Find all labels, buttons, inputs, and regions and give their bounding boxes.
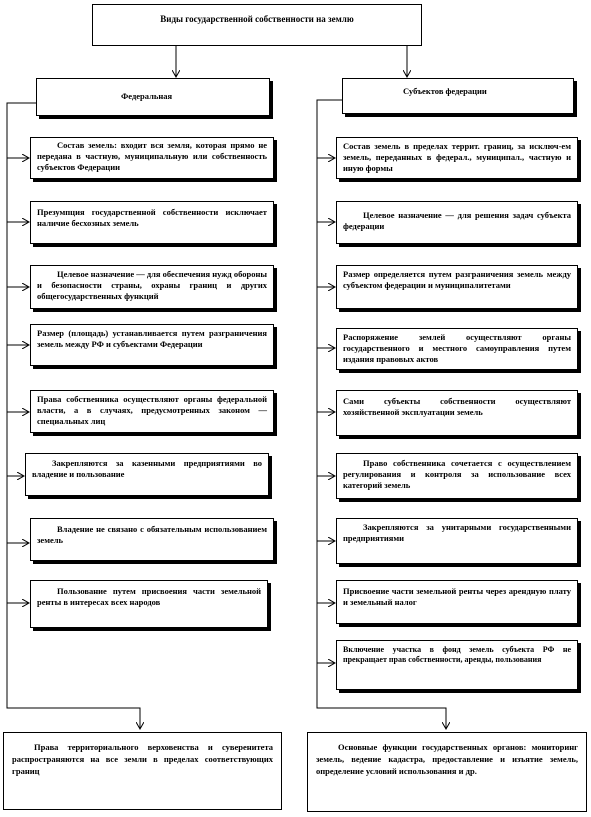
left-item-4-text: Размер (площадь) устанавливается путем разграничения земель между РФ и субъектами Федерации [37,328,267,349]
left-conclusion: Права территориального верховенства и суверенитета распространяются на все земли в пределах соответствующих границ [12,742,273,776]
right-conclusion: Основные функции государственных органов: мониторинг земель, ведение кадастра, предоставление и изъятие земель, определение условий использования и др. [316,742,578,776]
left-item-6 [25,453,269,496]
left-item-2-text: Презумпция государственной собственности исключает наличие бесхозных земель [37,207,267,228]
right-item-3-text: Размер определяется путем разграничения земель между субъектом федерации и муниципалитетами [343,269,571,290]
right-item-7 [336,518,578,564]
diagram-title: Виды государственной собственности на землю [160,14,354,24]
left-header-box [36,78,270,116]
left-item-6-text: Закрепляются за казенными предприятиями во владение и пользование [32,458,262,479]
left-item-1 [30,137,274,179]
right-item-9 [336,640,578,690]
left-item-7 [30,518,274,561]
left-conclusion-box [3,732,282,810]
right-item-3 [336,265,578,309]
left-item-5-text: Права собственника осуществляют органы федеральной власти, а в случаях, предусмотренных законом — специальных лиц [37,394,267,426]
right-conclusion-box [307,732,587,812]
right-item-1 [336,137,578,179]
left-header: Федеральная [121,91,173,101]
right-item-6 [336,453,578,499]
left-item-4 [30,324,274,366]
left-item-1-text: Состав земель: входит вся земля, которая прямо не передана в частную, муниципальную или собственность субъектов Федерации [37,140,267,172]
right-item-9-text: Включение участка в фонд земель субъекта РФ не прекращает прав собственности, аренды, пользования [343,645,571,664]
right-item-1-text: Состав земель в пределах террит. границ, за исключ-ем земель, переданных в федерал., муниципал., частную и иную формы [343,141,571,173]
left-item-8-text: Пользование путем присвоения части земельной ренты в интересах всех народов [37,586,261,607]
right-item-7-text: Закрепляются за унитарными государственными предприятиями [343,522,571,543]
right-item-4 [336,328,578,370]
right-item-6-text: Право собственника сочетается с осуществлением регулирования и контроля за использование всех категорий земель [343,458,571,490]
left-item-8 [30,580,268,628]
left-item-5 [30,390,274,433]
right-item-5-text: Сами субъекты собственности осуществляют хозяйственной эксплуатации земель [343,396,571,417]
left-item-3 [30,265,274,309]
left-item-2 [30,201,274,244]
right-item-8-text: Присвоение части земельной ренты через арендную плату и земельный налог [343,586,571,607]
right-item-8 [336,580,578,624]
diagram-title-box [92,4,422,46]
right-item-2 [336,201,578,244]
right-item-4-text: Распоряжение землей осуществляют органы государственного и местного самоуправления путем издания правовых актов [343,332,571,364]
left-item-7-text: Владение не связано с обязательным использованием земель [37,524,267,545]
right-header: Субъектов федерации [403,86,487,96]
left-item-3-text: Целевое назначение — для обеспечения нужд обороны и безопасности страны, охраны границ и других общегосударственных функций [37,269,268,301]
right-item-2-text: Целевое назначение — для решения задач субъекта федерации [343,210,571,231]
right-item-5 [336,390,578,436]
right-header-box [342,78,574,114]
